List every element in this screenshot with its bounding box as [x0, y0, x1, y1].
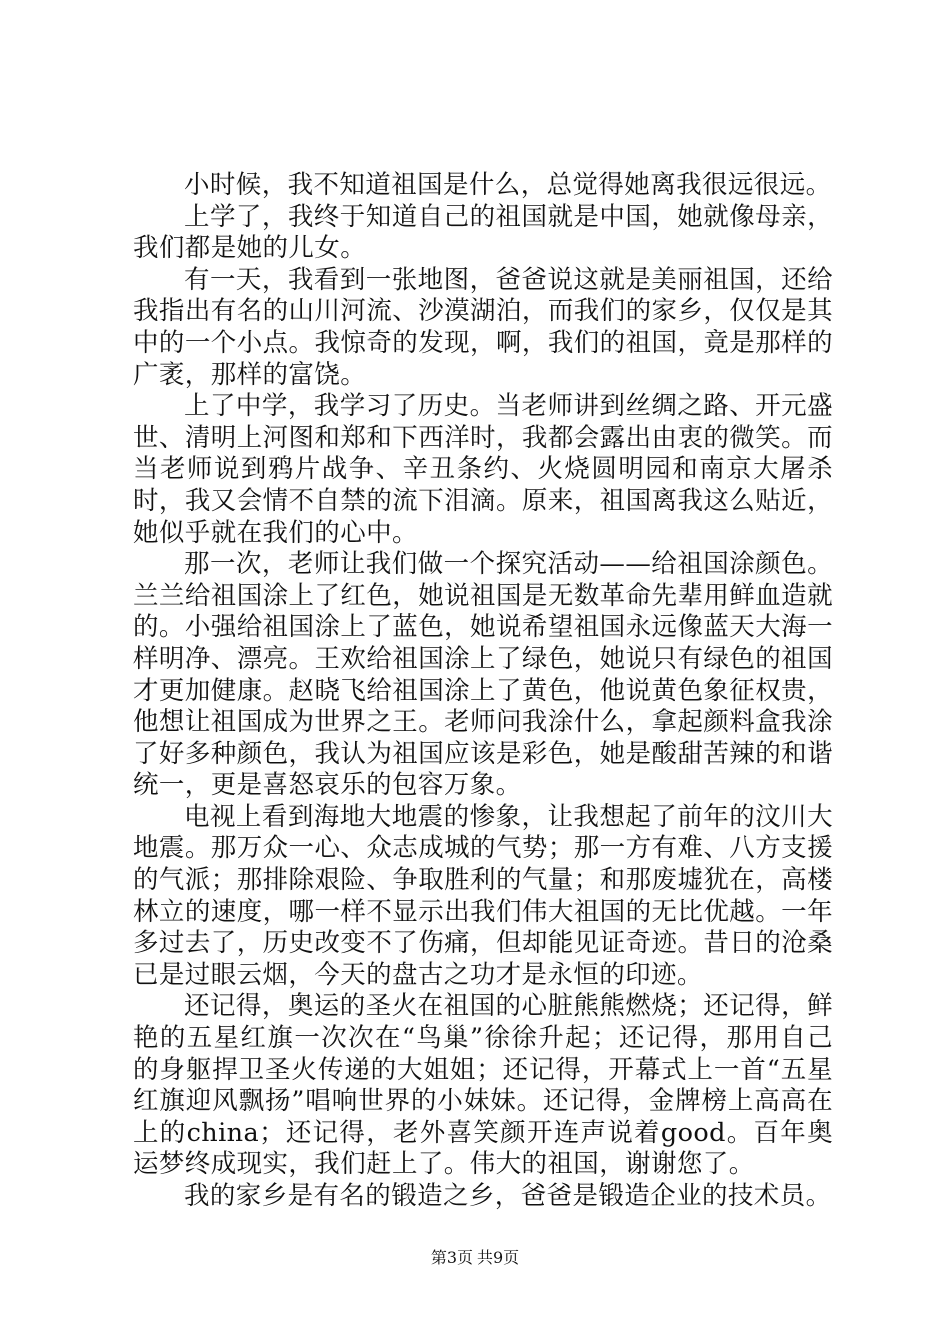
paragraph-1: 小时候，我不知道祖国是什么，总觉得她离我很远很远。	[184, 170, 832, 200]
paragraph-2: 上学了，我终于知道自己的祖国就是中国，她就像母亲，我们都是她的儿女。	[133, 201, 833, 264]
paragraph-4: 上了中学，我学习了历史。当老师讲到丝绸之路、开元盛世、清明上河图和郑和下西洋时，我都会露出由衷的微笑。而当老师说到鸦片战争、辛丑条约、火烧圆明园和南京大屠杀时，我又会情不自禁的流下泪滴。原来，祖国离我这么贴近，她似乎就在我们的心中。	[133, 391, 833, 548]
document-body	[133, 170, 833, 1213]
paragraph-7: 还记得，奥运的圣火在祖国的心脏熊熊燃烧；还记得，鲜艳的五星红旗一次次在“鸟巢”徐徐升起；还记得，那用自己的身躯捍卫圣火传递的大姐姐；还记得，开幕式上一首“五星红旗迎风飘扬”唱响世界的小妹妹。还记得，金牌榜上高高在上的china；还记得，老外喜笑颜开连声说着good。百年奥运梦终成现实，我们赶上了。伟大的祖国，谢谢您了。	[133, 991, 833, 1180]
paragraph-8: 我的家乡是有名的锻造之乡，爸爸是锻造企业的技术员。	[184, 1181, 832, 1211]
paragraph-3: 有一天，我看到一张地图，爸爸说这就是美丽祖国，还给我指出有名的山川河流、沙漠湖泊，而我们的家乡，仅仅是其中的一个小点。我惊奇的发现，啊，我们的祖国，竟是那样的广袤，那样的富饶。	[133, 264, 833, 390]
page-total: 共9页	[477, 1248, 520, 1267]
page-footer	[0, 1248, 950, 1268]
paragraph-6: 电视上看到海地大地震的惨象，让我想起了前年的汶川大地震。那万众一心、众志成城的气势；那一方有难、八方支援的气派；那排除艰险、争取胜利的气量；和那废墟犹在，高楼林立的速度，哪一样不显示出我们伟大祖国的无比优越。一年多过去了，历史改变不了伤痛，但却能见证奇迹。昔日的沧桑已是过眼云烟，今天的盘古之功才是永恒的印迹。	[133, 801, 833, 990]
page-number: 第3页	[430, 1248, 473, 1267]
paragraph-5: 那一次，老师让我们做一个探究活动——给祖国涂颜色。兰兰给祖国涂上了红色，她说祖国是无数革命先辈用鲜血造就的。小强给祖国涂上了蓝色，她说希望祖国永远像蓝天大海一样明净、漂亮。王欢给祖国涂上了绿色，她说只有绿色的祖国才更加健康。赵晓飞给祖国涂上了黄色，他说黄色象征权贵，他想让祖国成为世界之王。老师问我涂什么，拿起颜料盒我涂了好多种颜色，我认为祖国应该是彩色，她是酸甜苦辣的和谐统一，更是喜怒哀乐的包容万象。	[133, 549, 833, 801]
